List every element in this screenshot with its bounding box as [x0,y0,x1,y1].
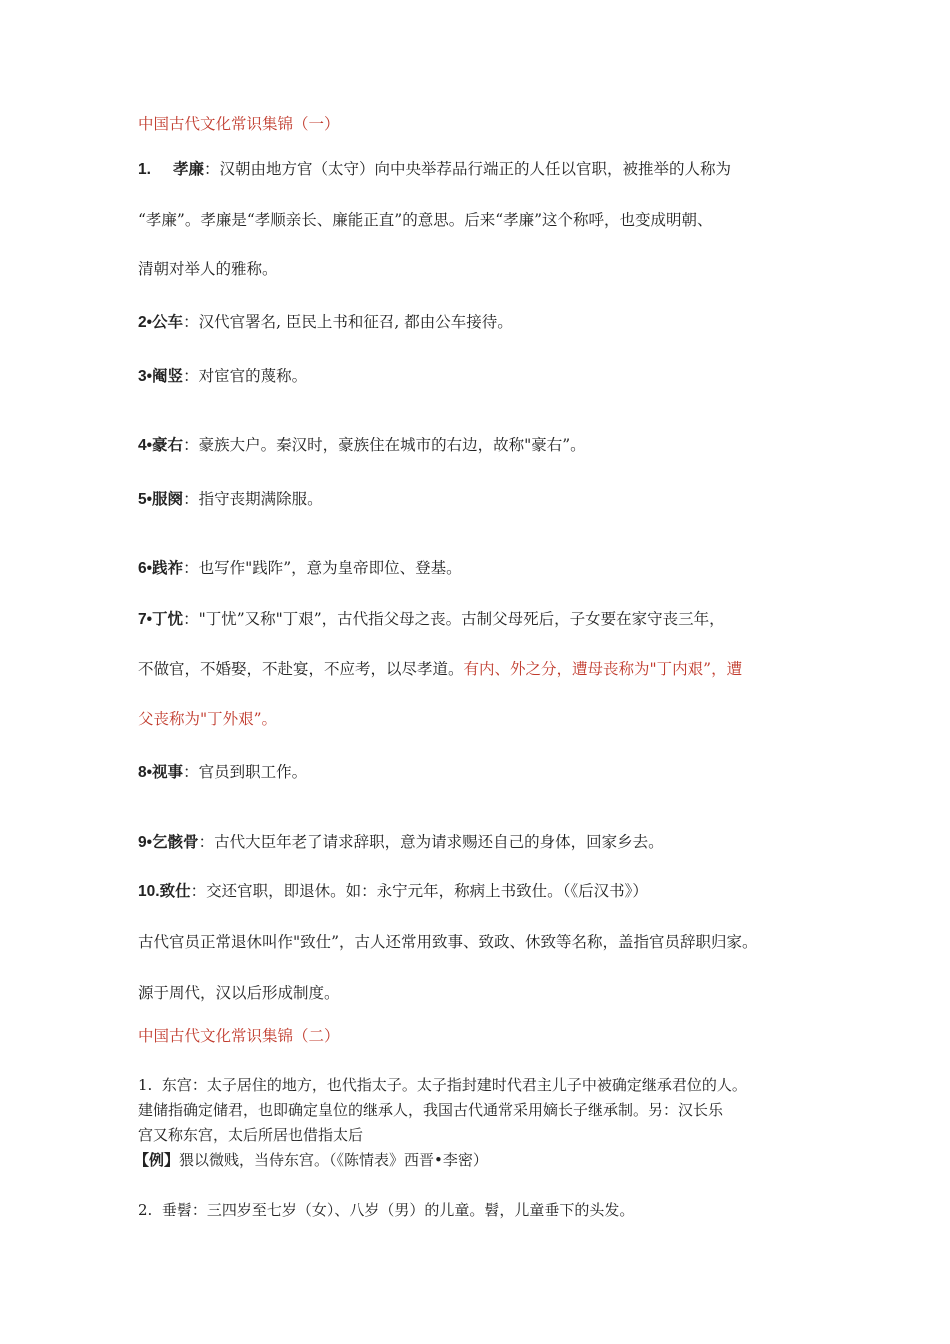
item-number: 9• [138,834,153,851]
item-term: 豪右 [152,435,184,454]
item-number: 1. [138,161,151,178]
item-term: 孝廉 [172,159,204,178]
section2-item-1-line-3: 宫又称东宫，太后所居也借指太后 [138,1126,364,1144]
item-text: ：汉朝由地方官（太守）向中央举荐品行端正的人任以官职，被推举的人称为 [203,160,731,178]
item-10-line-3: 源于周代，汉以后形成制度。 [138,984,340,1002]
item-text: 不做官，不婚娶，不赴宴，不应考，以尽孝道。 [138,660,464,678]
section-heading-2: 中国古代文化常识集锦（二） [138,1027,340,1045]
list-item-3 [138,366,828,387]
item-text: ：指守丧期满除服。 [183,490,323,508]
item-text: 东宫：太子居住的地方，也代指太子。太子指封建时代君主儿子中被确定继承君位的人。 [161,1076,747,1094]
section-heading-1: 中国古代文化常识集锦（一） [138,115,340,133]
section2-item-1 [138,1075,828,1095]
item-number: 2. [138,1201,153,1219]
item-term: 丁忧 [152,609,184,628]
list-item-9 [138,832,828,853]
item-text: ：汉代官署名, 臣民上书和征召, 都由公车接待。 [183,313,513,331]
item-number: 10. [138,883,160,900]
list-item-6 [138,558,828,579]
section2-item-1-line-2: 建储指确定储君，也即确定皇位的继承人，我国古代通常采用嫡长子继承制。另：汉长乐 [138,1101,724,1119]
list-item-1 [138,159,828,180]
item-term: 阉竖 [152,366,184,385]
example-text: 猥以微贱，当侍东宫。（《陈情表》西晋•李密） [179,1151,488,1169]
item-number: 2• [138,314,153,331]
item-10-line-2: 古代官员正常退休叫作"致仕”，古人还常用致事、致政、休致等名称，盖指官员辞职归家。 [138,933,758,951]
example-line [134,1150,824,1170]
item-text: ：豪族大户。秦汉时，豪族住在城市的右边，故称"豪右”。 [183,436,586,454]
item-number: 3• [138,368,153,385]
item-term: 践祚 [152,558,184,577]
item-term: 服阕 [152,489,184,508]
item-number: 4• [138,437,153,454]
item-term: 视事 [152,762,184,781]
list-item-10 [138,881,828,902]
item-7-line-3: 父丧称为"丁外艰”。 [138,710,278,728]
item-number: 7• [138,611,153,628]
item-7-line-2 [138,659,828,679]
example-label: 【例】 [134,1151,180,1169]
item-number: 6• [138,560,153,577]
list-item-8 [138,762,828,783]
item-term: 致仕 [159,881,191,900]
item-number: 5• [138,491,153,508]
list-item-5 [138,489,828,510]
item-number: 8• [138,764,153,781]
item-text: ：古代大臣年老了请求辞职，意为请求赐还自己的身体，回家乡去。 [198,833,664,851]
highlighted-text: 有内、外之分，遭母丧称为"丁内艰”，遭 [463,660,743,678]
section2-item-2 [138,1200,828,1220]
item-text: ：官员到职工作。 [183,763,308,781]
item-term: 公车 [152,312,184,331]
item-number: 1. [138,1076,153,1094]
item-text: ：也写作"践阼”，意为皇帝即位、登基。 [183,559,462,577]
item-text: 垂髫：三四岁至七岁（女）、八岁（男）的儿童。髫，儿童垂下的头发。 [161,1201,635,1219]
item-term: 乞骸骨 [152,832,199,851]
item-text: ：交还官职，即退休。如：永宁元年，称病上书致仕。（《后汉书》） [190,882,648,900]
item-text: ："丁忧”又称"丁艰”，古代指父母之丧。古制父母死后，子女要在家守丧三年， [183,610,725,628]
list-item-7 [138,609,828,630]
list-item-4 [138,435,828,456]
list-item-2 [138,312,828,333]
item-1-line-3: 清朝对举人的雅称。 [138,260,278,278]
item-1-line-2: “孝廉”。孝廉是“孝顺亲长、廉能正直”的意思。后来“孝廉”这个称呼，也变成明朝、 [138,211,713,229]
item-text: ：对宦官的蔑称。 [183,367,308,385]
